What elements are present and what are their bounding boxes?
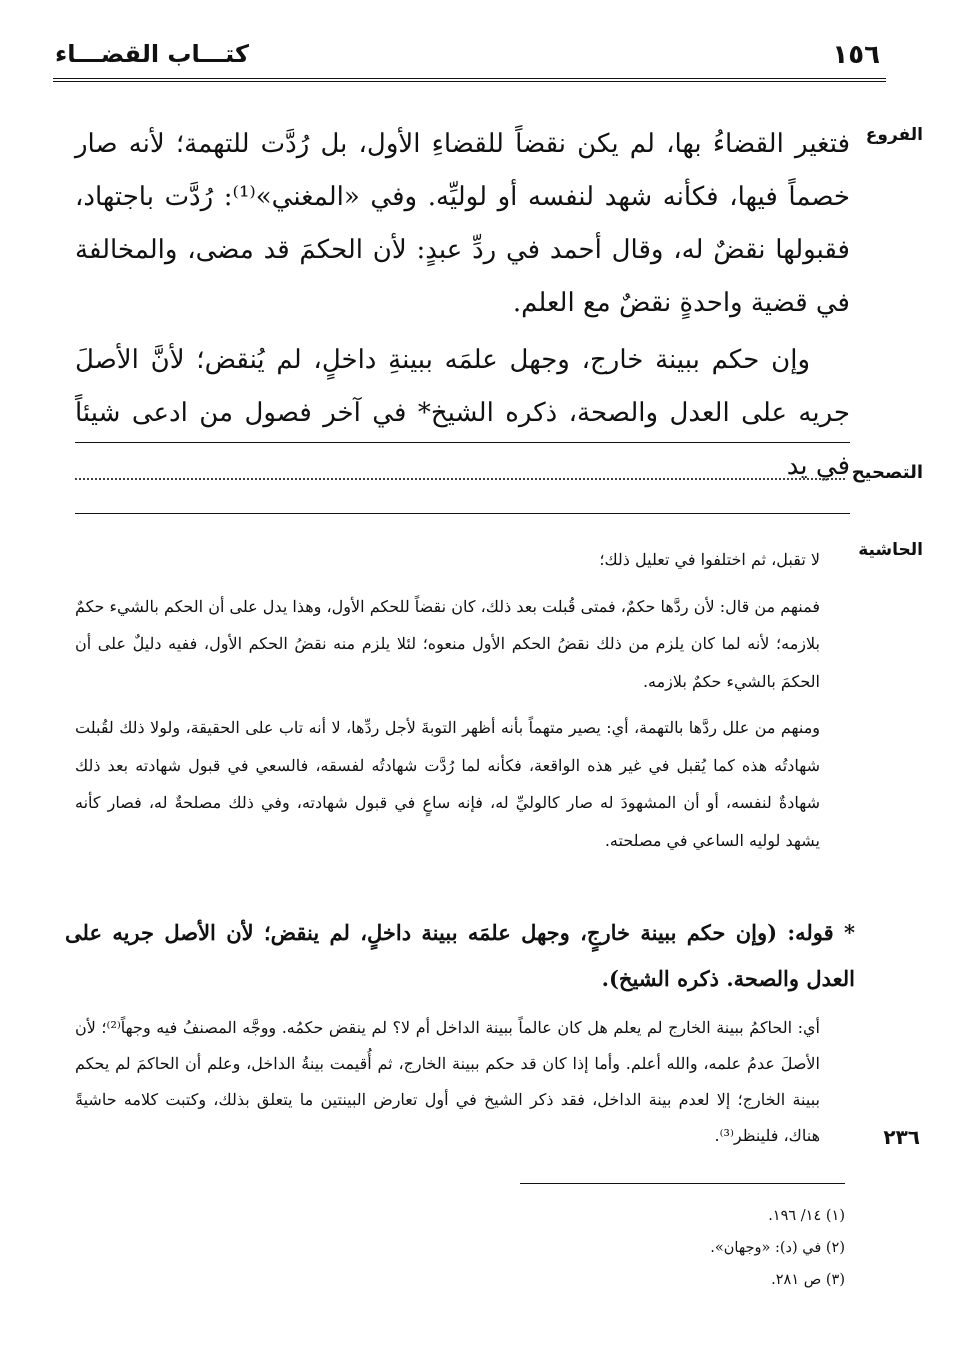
qawluh-quote: * قوله: (وإن حكم ببينة خارجٍ، وجهل علمَه ببينة داخلٍ، لم ينقض؛ لأن الأصل جريه على العدل والصحة. ذكره الشيخ).	[65, 920, 855, 991]
section-divider-bottom	[75, 513, 850, 514]
hashiya-paragraph-1: لا تقبل، ثم اختلفوا في تعليل ذلك؛	[599, 550, 820, 569]
hashiya-paragraph-4: أي: الحاكمُ ببينة الخارج لم يعلم هل كان عالماً ببينة الداخل أم لا؟ لم ينقض حكمُه. ووجَّه المصنفُ فيه وجهاً⁽²⁾؛ لأن الأصلَ عدمُ علمه، والله أعلم. وأما إذا كان قد حكم ببينة الخارج، ثم أُقيمت بينةُ الداخل، وعلم أن الحاكمَ لم يحكم ببينة الخارج؛ إلا لعدم بينة الداخل، فقد ذكر الشيخ في أول تعارض البينتين ما يتعلق بذلك، وكتبت كلامه حاشيةً هناك، فلينظر⁽³⁾.	[75, 1018, 820, 1145]
footnote-2: (٢) في (د): «وجهان».	[710, 1240, 845, 1256]
book-title: كتـــاب القضـــاء	[55, 40, 249, 68]
label-hashiya: الحاشية	[858, 540, 923, 560]
header-divider	[53, 78, 886, 82]
hashiya-paragraph-2: فمنهم من قال: لأن ردَّها حكمٌ، فمتى قُبلت بعد ذلك، كان نقضاً للحكم الأول، وهذا يدل على أن الحكم بالشيء حكمٌ بلازمه؛ لأنه لما كان يلزم من ذلك نقضُ الحكم الأول منعوه؛ لئلا يلزم منه نقضُ الحكم الأول، ففيه دليلٌ على أن الحكمَ بالشيء حكمٌ بلازمه.	[75, 596, 820, 691]
page-number: ١٥٦	[832, 40, 880, 70]
footnotes	[520, 1200, 845, 1296]
label-furu: الفروع	[865, 125, 923, 145]
label-tashih: التصحيح	[851, 462, 923, 483]
main-paragraph-1: فتغير القضاءُ بها، لم يكن نقضاً للقضاءِ الأول، بل رُدَّت للتهمة؛ لأنه صار خصماً فيها، فكأنه شهد لنفسه أو لوليِّه. وفي «المغني»⁽¹⁾: رُدَّت باجتهاد، فقبولها نقضٌ له، وقال أحمد في ردِّ عبدٍ: لأن الحكمَ قد مضى، والمخالفة في قضية واحدةٍ نقضٌ مع العلم.	[75, 129, 850, 318]
main-text-block	[75, 118, 850, 493]
footnote-divider	[520, 1183, 845, 1184]
hashiya-paragraph-3: ومنهم من علل ردَّها بالتهمة، أي: يصير متهماً بأنه أظهر التوبةَ لأجل ردِّها، لا أنه تاب على الحقيقة، ولولا ذلك لقُبلت شهادتُه هذه كما يُقبل في غير هذه الواقعة، فكأنه لما رُدَّت شهادتُه لفسقه، فالسعي في قبول شهادته بعد ذلك شهادةٌ لنفسه، أو أن المشهودَ له صار كالوليِّ له، فإنه ساعٍ في قبول شهادته، وفي ذلك مصلحةٌ له، فصار كأنه يشهد لوليه الساعي في مصلحته.	[75, 718, 821, 850]
tashih-dotted-line	[75, 478, 845, 480]
margin-page-number: ٢٣٦	[883, 1125, 920, 1149]
footnote-1: (١) ١٤/ ١٩٦.	[768, 1208, 845, 1224]
main-paragraph-2: وإن حكم ببينة خارج، وجهل علمَه ببينةِ داخلٍ، لم يُنقض؛ لأنَّ الأصلَ جريه على العدل والصحة، ذكره الشيخ* في آخر فصول من ادعى شيئاً في يد	[75, 345, 850, 481]
footnote-3: (٣) ص ٢٨١.	[771, 1272, 845, 1288]
section-divider-top	[75, 442, 850, 443]
hashiya-text-block	[75, 541, 820, 859]
